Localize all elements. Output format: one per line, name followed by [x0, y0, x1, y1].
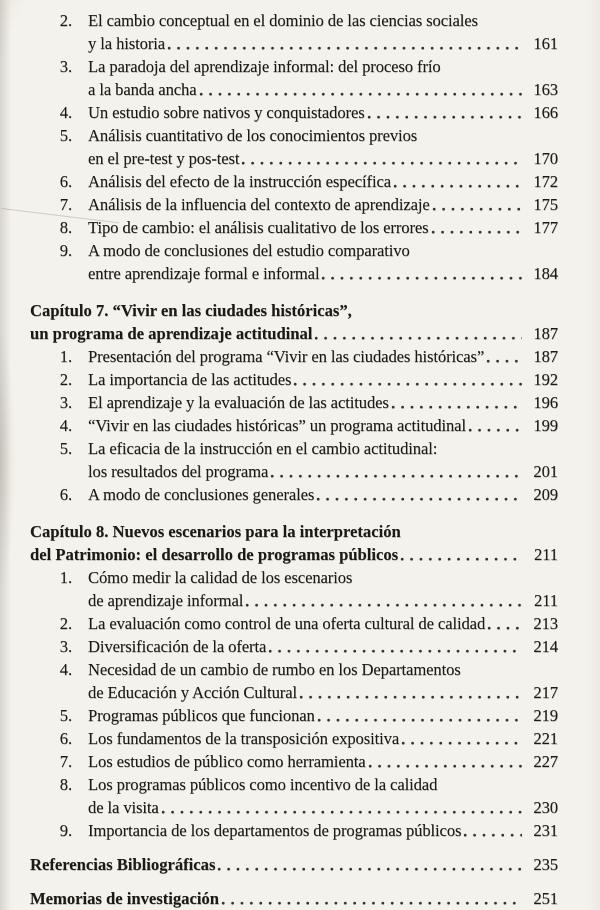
toc-entry: [30, 635, 558, 658]
dot-leader: [293, 382, 522, 387]
entry-number: 3.: [59, 637, 72, 656]
entry-title: Los fundamentos de la transposición expositiva: [88, 729, 400, 748]
toc-line: [30, 819, 558, 842]
toc-entry: [30, 704, 558, 727]
entry-title: Los estudios de público como herramienta: [88, 752, 366, 771]
dot-leader: [161, 810, 522, 815]
toc-line: [30, 589, 558, 612]
page-number: 166: [533, 103, 558, 122]
entry-title: Tipo de cambio: el análisis cualitativo de los errores: [88, 218, 429, 237]
toc-entry: [30, 368, 558, 391]
entry-title: El cambio conceptual en el dominio de las ciencias sociales: [88, 11, 478, 30]
dot-leader: [299, 695, 522, 700]
toc-line: [30, 658, 558, 681]
entry-number: 6.: [59, 729, 72, 748]
toc-line: [30, 681, 558, 704]
toc-entry: [30, 612, 558, 635]
entry-number: 7.: [59, 752, 72, 771]
entry-title: de la visita: [88, 798, 159, 817]
dot-leader: [486, 359, 522, 364]
toc-line: [30, 520, 558, 543]
scan-edge-shadow: [0, 0, 13, 910]
entry-title: Análisis del efecto de la instrucción específica: [88, 172, 391, 191]
toc-entry: [30, 727, 558, 750]
toc-entry: [30, 853, 558, 876]
toc-line: [30, 216, 558, 239]
toc-entry: [30, 345, 558, 368]
chapter-title-text: Capítulo 7. “Vivir en las ciudades históricas”,: [30, 301, 352, 320]
page-number: 184: [533, 264, 558, 283]
toc-line: [30, 635, 558, 658]
dot-leader: [391, 405, 522, 410]
dot-leader: [221, 901, 522, 906]
page-number: 211: [534, 591, 558, 610]
entry-number: 6.: [59, 172, 72, 191]
toc-line: [30, 612, 558, 635]
entry-title: entre aprendizaje formal e informal: [88, 264, 320, 283]
toc-line: [30, 239, 558, 262]
toc-line: [30, 101, 558, 124]
toc-line: [30, 345, 558, 368]
page-number: 230: [533, 798, 558, 817]
dot-leader: [167, 46, 522, 51]
toc-entry: [30, 55, 558, 101]
page-number: 251: [533, 889, 558, 908]
toc-line: [30, 460, 558, 483]
entry-number: 1.: [59, 347, 72, 366]
chapter-title-text: un programa de aprendizaje actitudinal: [30, 324, 313, 343]
toc-line: [30, 322, 558, 345]
toc-line: [30, 796, 558, 819]
entry-title: Un estudio sobre nativos y conquistadores: [88, 103, 365, 122]
toc-line: [30, 299, 558, 322]
toc-line: [30, 368, 558, 391]
page-number: 221: [533, 729, 558, 748]
page-number: 175: [533, 195, 558, 214]
dot-leader: [245, 603, 522, 608]
entry-title: Memorias de investigación: [30, 889, 219, 908]
entry-title: Cómo medir la calidad de los escenarios: [88, 568, 353, 587]
entry-number: 4.: [59, 103, 72, 122]
toc-line: [30, 414, 558, 437]
entry-title: de aprendizaje informal: [88, 591, 244, 610]
entry-number: 9.: [59, 241, 72, 260]
page-number: 161: [533, 34, 558, 53]
dot-leader: [400, 557, 522, 562]
toc-line: [30, 55, 558, 78]
entry-number: 5.: [59, 706, 72, 725]
entry-number: 5.: [59, 126, 72, 145]
toc-line: [30, 391, 558, 414]
toc-line: [30, 193, 558, 216]
dot-leader: [316, 497, 522, 502]
toc-entry: [30, 216, 558, 239]
toc-entry: [30, 566, 558, 612]
toc-entry: [30, 239, 558, 285]
chapter-title-text: Capítulo 8. Nuevos escenarios para la interpretación: [30, 522, 401, 541]
dot-leader: [321, 276, 522, 281]
page-number: 163: [533, 80, 558, 99]
entry-title: Importancia de los departamentos de programas públicos: [88, 821, 462, 840]
toc-line: [30, 437, 558, 460]
toc-entry: [30, 391, 558, 414]
entry-title: Análisis cuantitativo de los conocimientos previos: [88, 126, 418, 145]
entry-number: 8.: [59, 218, 72, 237]
page-number: 227: [533, 752, 558, 771]
page-number: 192: [533, 370, 558, 389]
toc-line: [30, 124, 558, 147]
dot-leader: [314, 336, 522, 341]
dot-leader: [432, 207, 522, 212]
chapter-heading: [30, 299, 558, 345]
dot-leader: [268, 649, 522, 654]
entry-title: La paradoja del aprendizaje informal: del proceso frío: [88, 57, 441, 76]
entry-title: La eficacia de la instrucción en el cambio actitudinal:: [88, 439, 438, 458]
table-of-contents: [30, 9, 558, 910]
toc-line: [30, 78, 558, 101]
scan-smudge: [0, 330, 16, 590]
entry-number: 7.: [59, 195, 72, 214]
page-number: 209: [533, 485, 558, 504]
toc-line: [30, 887, 558, 910]
entry-number: 8.: [59, 775, 72, 794]
toc-entry: [30, 887, 558, 910]
dot-leader: [270, 474, 522, 479]
toc-line: [30, 543, 558, 566]
page-number: 231: [533, 821, 558, 840]
page-number: 196: [533, 393, 558, 412]
toc-entry: [30, 819, 558, 842]
toc-line: [30, 262, 558, 285]
toc-line: [30, 727, 558, 750]
toc-entry: [30, 750, 558, 773]
entry-title: en el pre-test y pos-test: [88, 149, 240, 168]
dot-leader: [367, 115, 522, 120]
toc-line: [30, 750, 558, 773]
entry-number: 2.: [59, 11, 72, 30]
toc-line: [30, 773, 558, 796]
entry-title: Necesidad de un cambio de rumbo en los Departamentos: [88, 660, 461, 679]
toc-line: [30, 704, 558, 727]
dot-leader: [468, 428, 522, 433]
dot-leader: [487, 626, 522, 631]
entry-title: La evaluación como control de una oferta cultural de calidad: [88, 614, 486, 633]
dot-leader: [463, 833, 522, 838]
toc-line: [30, 32, 558, 55]
toc-entry: [30, 414, 558, 437]
page-number: 217: [533, 683, 558, 702]
toc-entry: [30, 773, 558, 819]
entry-number: 2.: [59, 614, 72, 633]
dot-leader: [199, 92, 523, 97]
dot-leader: [217, 867, 522, 872]
entry-number: 2.: [59, 370, 72, 389]
entry-title: A modo de conclusiones generales: [88, 485, 315, 504]
entry-title: El aprendizaje y la evaluación de las actitudes: [88, 393, 389, 412]
entry-title: Análisis de la influencia del contexto de aprendizaje: [88, 195, 430, 214]
toc-line: [30, 853, 558, 876]
dot-leader: [368, 764, 522, 769]
dot-leader: [241, 161, 522, 166]
entry-title: a la banda ancha: [88, 80, 197, 99]
entry-number: 4.: [59, 660, 72, 679]
page-number: 187: [533, 347, 558, 366]
page-number: 214: [533, 637, 558, 656]
chapter-heading: [30, 520, 558, 566]
entry-number: 1.: [59, 568, 72, 587]
page-number: 199: [533, 416, 558, 435]
chapter-title-text: del Patrimonio: el desarrollo de programas públicos: [30, 545, 399, 564]
entry-number: 3.: [59, 57, 72, 76]
toc-entry: [30, 170, 558, 193]
page-number: 219: [533, 706, 558, 725]
entry-number: 5.: [59, 439, 72, 458]
entry-title: Los programas públicos como incentivo de la calidad: [88, 775, 438, 794]
entry-title: Referencias Bibliográficas: [30, 855, 216, 874]
toc-entry: [30, 193, 558, 216]
toc-line: [30, 147, 558, 170]
toc-entry: [30, 658, 558, 704]
dot-leader: [401, 741, 522, 746]
toc-line: [30, 9, 558, 32]
dot-leader: [317, 718, 522, 723]
entry-title: Diversificación de la oferta: [88, 637, 267, 656]
entry-title: A modo de conclusiones del estudio comparativo: [88, 241, 410, 260]
entry-number: 4.: [59, 416, 72, 435]
toc-entry: [30, 483, 558, 506]
page-number: 187: [533, 324, 558, 343]
dot-leader: [393, 184, 522, 189]
entry-title: Programas públicos que funcionan: [88, 706, 315, 725]
entry-title: de Educación y Acción Cultural: [88, 683, 297, 702]
entry-number: 9.: [59, 821, 72, 840]
entry-title: La importancia de las actitudes: [88, 370, 292, 389]
entry-title: y la historia: [88, 34, 166, 53]
toc-line: [30, 170, 558, 193]
entry-number: 3.: [59, 393, 72, 412]
toc-entry: [30, 124, 558, 170]
toc-entry: [30, 101, 558, 124]
page-number: 201: [533, 462, 558, 481]
toc-line: [30, 566, 558, 589]
page-number: 177: [533, 218, 558, 237]
entry-title: “Vivir en las ciudades históricas” un programa actitudinal: [88, 416, 466, 435]
page-number: 211: [534, 545, 558, 564]
toc-entry: [30, 437, 558, 483]
toc-line: [30, 483, 558, 506]
page-number: 172: [533, 172, 558, 191]
dot-leader: [431, 230, 522, 235]
entry-title: los resultados del programa: [88, 462, 269, 481]
page-number: 170: [533, 149, 558, 168]
toc-entry: [30, 9, 558, 55]
page-number: 235: [533, 855, 558, 874]
entry-title: Presentación del programa “Vivir en las ciudades históricas”: [88, 347, 485, 366]
entry-number: 6.: [59, 485, 72, 504]
page-number: 213: [533, 614, 558, 633]
